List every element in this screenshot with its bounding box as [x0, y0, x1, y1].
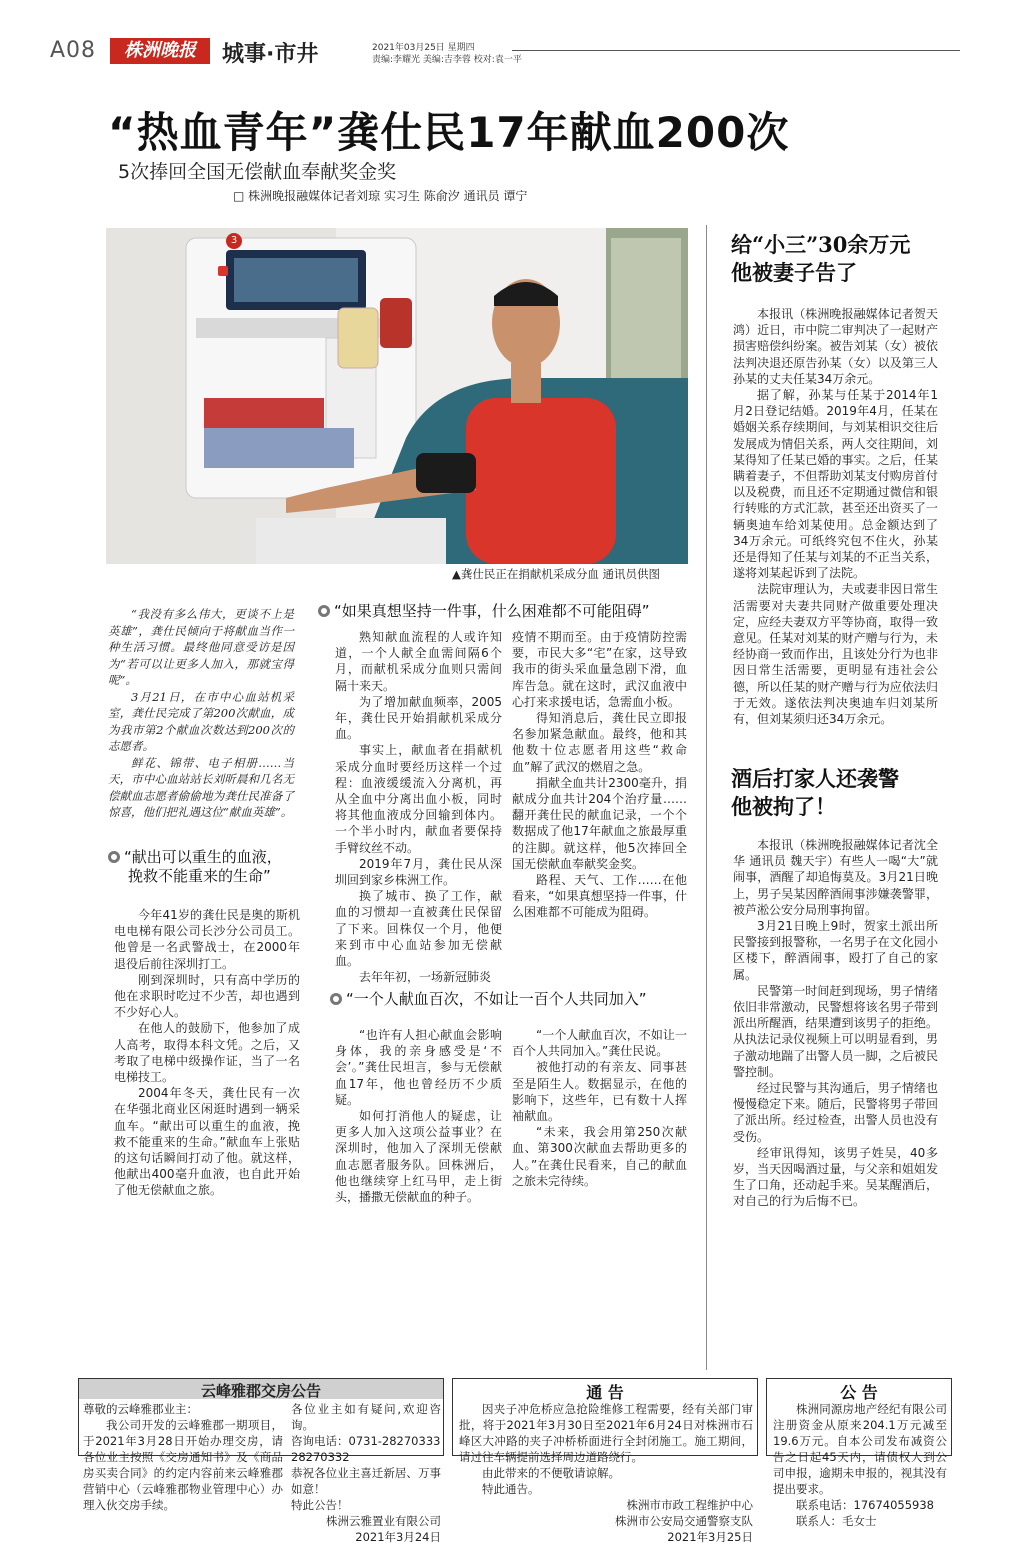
story3-title — [731, 765, 899, 821]
story3-title-line1: 酒后打家人还袭警 — [731, 766, 899, 791]
bullet-icon — [108, 851, 120, 863]
body-paragraph: 经审讯得知，该男子姓吴，40多岁，当天因喝酒过量，与父亲和姐姐发生了口角，还动起手来。吴某醒酒后，对自己的行为后悔不已。 — [733, 1145, 938, 1209]
notice-line: 特此公告！ — [291, 1498, 349, 1512]
notice-line: 各位业主如有疑问,欢迎咨询。 — [291, 1402, 441, 1432]
bullet-icon — [318, 605, 330, 617]
body-paragraph: 2004年冬天，龚仕民有一次在华强北商业区闲逛时遇到一辆采血车。“献出可以重生的血液，挽救不能重来的生命。”献血车上张贴的这句话瞬间打动了他。就这样，他献出400毫升血液，也自此开始了他无偿献血之旅。 — [114, 1086, 300, 1198]
notice-paragraph: 株洲同源房地产经纪有限公司注册资金从原来204.1万元减至19.6万元。自本公司发布减资公告之日起45天内，请债权人到公司申报，逾期未申报的，视其没有提出要求。 — [773, 1402, 947, 1496]
main-headline: “热血青年”龚仕民17年献血200次 — [108, 108, 790, 157]
body-paragraph: 为了增加献血频率，2005年，龚仕民开始捐献机采成分血。 — [335, 694, 502, 742]
body-paragraph: 捐献全血共计2300毫升，捐献成分血共计204个治疗量……翻开龚仕民的献血记录，一个个数据成了他17年献血之旅最厚重的注脚。就这样，他5次捧回全国无偿献血奉献奖金奖。 — [512, 775, 687, 871]
section1-heading — [108, 848, 308, 886]
notice-body — [773, 1401, 947, 1529]
body-paragraph: 法院审理认为，夫或妻非因日常生活需要对夫妻共同财产做重要处理决定，应经夫妻双方平等协商，取得一致意见。任某对刘某的财产赠与行为，未经协商一致而作出，且该处分行为也非因日常生活需要，更明显有违社会公德，所以任某的财产赠与行为应依法归于无效。遂依法判决奥迪车归刘某所有，但刘某须归还34万余元。 — [733, 582, 938, 727]
body-paragraph: 在他人的鼓励下，他参加了成人高考，取得本科文凭。之后，又考取了电梯中级操作证，当了一名电梯技工。 — [114, 1021, 300, 1085]
body-paragraph: “未来，我会用第250次献血、第300次献血去帮助更多的人。”在龚仕民看来，自己的献血之旅未完待续。 — [512, 1125, 687, 1188]
story3-title-line2: 他被拘了！ — [731, 794, 836, 819]
notice-paragraph: 由此带来的不便敬请谅解。 — [482, 1466, 620, 1480]
section3-col1 — [335, 1027, 502, 1205]
bullet-icon — [330, 993, 342, 1005]
body-paragraph: 得知消息后，龚仕民立即报名参加紧急献血。最终，他和其他数十位志愿者用这些“救命血”解了武汉的燃眉之急。 — [512, 711, 687, 774]
notice-line: 恭祝各位业主喜迁新居、万事如意！ — [291, 1466, 441, 1496]
road-closure-notice — [452, 1378, 758, 1544]
lead-paragraph: “我没有多么伟大，更谈不上是英雄”，龚仕民倾向于将献血当作一种生活习惯。最终他同意受访是因为“若可以让更多人加入，那就宝得呢”。 — [108, 607, 294, 687]
body-paragraph: 2019年7月，龚仕民从深圳回到家乡株洲工作。 — [335, 856, 502, 888]
lead-text — [108, 606, 294, 821]
section2-col1 — [335, 629, 502, 985]
section2-heading-text: “如果真想坚持一件事，什么困难都不可能阻碍” — [334, 602, 650, 620]
body-paragraph: 本报讯（株洲晚报融媒体记者贺天鸿）近日，市中院二审判决了一起财产损害赔偿纠纷案。被告刘某（女）被依法判决退还原告孙某（女）以及第三人孙某的丈夫任某34万余元。 — [733, 307, 938, 386]
story2-body — [733, 306, 938, 727]
paper-logo: 株洲晚报 — [110, 38, 210, 64]
notice-contact: 联系人：毛女士 — [796, 1514, 877, 1528]
section3-col2 — [512, 1027, 687, 1189]
notice-signature: 株洲市市政工程维护中心 — [626, 1498, 753, 1512]
notice-title: 公 告 — [840, 1383, 878, 1402]
page-number: A08 — [50, 38, 97, 63]
body-paragraph: 事实上，献血者在捐献机采成分血时要经历这样一个过程：血液缓缓流入分离机，再从全血中分离出血小板，同时将其他血液成分回输到体内。一个半小时内，献血者要保持手臂纹丝不动。 — [335, 743, 502, 855]
body-paragraph: 经过民警与其沟通后，男子情绪也慢慢稳定下来。随后，民警将男子带回了派出所。经过检查，出警人员也没有受伤。 — [733, 1081, 938, 1144]
body-paragraph: 3月21日晚上9时，贺家土派出所民警接到报警称，一名男子在文化园小区楼下，醉酒闹事，殴打了自己的家属。 — [733, 919, 938, 982]
notice-phone: 联系电话：17674055938 — [796, 1498, 934, 1512]
header-rule — [512, 50, 960, 51]
body-paragraph: 如何打消他人的疑虑，让更多人加入这项公益事业？在深圳时，他加入了深圳无偿献血志愿者服务队。回株洲后，他也继续穿上红马甲，走上街头，播撒无偿献血的种子。 — [335, 1109, 502, 1205]
notice-left-text — [83, 1401, 283, 1513]
photo-illustration — [106, 228, 688, 564]
body-paragraph: 刚到深圳时，只有高中学历的他在求职时吃过不少苦，却也遇到不少好心人。 — [114, 972, 300, 1020]
right-column-rule — [706, 225, 707, 1370]
section2-col2 — [512, 629, 687, 921]
section3-heading-text: “一个人献血百次，不如让一百个人共同加入” — [346, 990, 647, 1008]
notice-title: 通 告 — [586, 1383, 624, 1402]
main-subheadline: 5次捧回全国无偿献血奉献奖金奖 — [118, 161, 397, 183]
notice-date: 2021年3月25日 — [667, 1530, 753, 1544]
section2-heading — [318, 602, 708, 621]
donation-photo — [106, 228, 688, 564]
body-paragraph: 今年41岁的龚仕民是奥的斯机电电梯有限公司长沙分公司员工。他曾是一名武警战士，在2000年退役后前往深圳打工。 — [114, 908, 300, 971]
body-paragraph: 疫情不期而至。由于疫情防控需要，市民大多“宅”在家，这导致我市的街头采血量急剧下滑，血库告急。就在这时，武汉血液中心打来求援电话，急需血小板。 — [512, 630, 687, 709]
story2-title-line1: 给“小三”30余万元 — [731, 232, 911, 257]
body-paragraph: 换了城市、换了工作，献血的习惯却一直被龚仕民保留了下来。回株仅一个月，他便来到市中心血站参加无偿献血。 — [335, 889, 502, 969]
story3-body — [733, 837, 938, 1210]
housing-handover-notice — [78, 1378, 444, 1544]
body-paragraph: 本报讯（株洲晚报融媒体记者沈全华 通讯员 魏天宇）有些人一喝“大”就闹事，酒醒了却追悔莫及。3月21日晚上，男子吴某因醉酒闹事涉嫌袭警罪，被芦淞公安分局刑事拘留。 — [733, 838, 938, 917]
body-paragraph: 被他打动的有亲友、同事甚至是陌生人。数据显示，在他的影响下，这些年，已有数十人挥袖献血。 — [512, 1060, 687, 1124]
body-paragraph: 熟知献血流程的人或许知道，一个人献全血需间隔6个月，而献机采成分血则只需间隔十来天。 — [335, 630, 502, 693]
lead-paragraph: 鲜花、锦带、电子相册……当天，市中心血站站长刘昕晨和几名无偿献血志愿者偷偷地为龚仕民准备了惊喜，他们把礼遇这位“献血英雄”。 — [108, 755, 294, 819]
byline: □ 株洲晚报融媒体记者刘琼 实习生 陈俞汐 通讯员 谭宁 — [233, 189, 528, 203]
photo-caption: ▲龚仕民正在捐献机采成分血 通讯员供图 — [452, 567, 660, 581]
section1-heading-line1: “献出可以重生的血液， — [124, 848, 282, 866]
body-paragraph: 去年年初，一场新冠肺炎 — [359, 970, 492, 985]
story2-title-line2: 他被妻子告了 — [731, 260, 857, 285]
body-paragraph: 路程、天气、工作……在他看来，“如果真想坚持一件事，什么困难都不可能成为阻碍。 — [512, 873, 687, 920]
lead-paragraph: 3月21日，在市中心血站机采室，龚仕民完成了第200次献血，成为我市第2个献血次数达到200次的志愿者。 — [108, 689, 294, 753]
section1-body — [114, 907, 300, 1199]
notice-paragraph: 尊敬的云峰雅郡业主： — [83, 1402, 198, 1416]
notice-body — [459, 1401, 753, 1545]
notice-paragraph: 因夹子冲危桥应急抢险维修工程需要，经有关部门审批，将于2021年3月30日至2021年6月24日对株洲市石峰区大冲路的夹子冲桥桥面进行全封闭施工。施工期间，请过往车辆提前选择周边道路绕行。 — [459, 1402, 753, 1464]
notice-paragraph: 我公司开发的云峰雅郡一期项目，于2021年3月28日开始办理交房，请各位业主按照《交房通知书》及《商品房买卖合同》的约定内容前来云峰雅郡营销中心（云峰雅郡物业管理中心）办理入伙交房手续。 — [83, 1418, 283, 1512]
notice-signature: 株洲市公安局交通警察支队 — [615, 1514, 753, 1528]
issue-date: 2021年03月25日 星期四 — [372, 43, 475, 53]
notice-title: 云峰雅郡交房公告 — [200, 1382, 321, 1400]
notice-line: 咨询电话：0731-28270333 — [291, 1434, 441, 1448]
notice-right-text — [291, 1401, 441, 1545]
section1-heading-line2: 挽救不能重来的生命” — [128, 867, 271, 885]
notice-line: 28270332 — [291, 1450, 350, 1464]
capital-reduction-notice — [766, 1378, 952, 1528]
body-paragraph: “一个人献血百次，不如让一百个人共同加入。”龚仕民说。 — [512, 1028, 687, 1059]
notice-line: 2021年3月24日 — [355, 1530, 441, 1544]
section-name: 城事·市井 — [222, 42, 319, 67]
body-paragraph: “也许有人担心献血会影响身体，我的亲身感受是‘不会’。”龚仕民坦言，参与无偿献血17年，他也曾经历不少质疑。 — [335, 1028, 502, 1107]
section3-heading — [330, 990, 710, 1009]
editor-credits: 责编:李耀光 美编:吉李蓉 校对:袁一平 — [372, 55, 522, 65]
notice-paragraph: 特此通告。 — [482, 1482, 540, 1496]
story2-title — [731, 231, 910, 287]
body-paragraph: 据了解，孙某与任某于2014年1月2日登记结婚。2019年4月，任某在婚姻关系存续期间，与刘某相识交往后发展成为情侣关系，两人交往期间，刘某得知了任某已婚的事实。之后，任某瞒着妻子，不但帮助刘某支付购房首付以及税费，而且还不定期通过微信和银行转账的方式汇款，甚至还出资买了一辆奥迪车给刘某使用。总金额达到了34万余元。可纸终究包不住火，孙某还是得知了任某与刘某的不正当关系，遂将刘某起诉到了法院。 — [733, 388, 938, 581]
photo-number-badge: 3 — [226, 233, 242, 249]
body-paragraph: 民警第一时间赶到现场，男子情绪依旧非常激动，民警想将该名男子带到派出所醒酒，结果遭到该男子的拒绝。从执法记录仪视频上可以明显看到，男子激动地踹了出警人员一脚，之后被民警控制。 — [733, 983, 938, 1079]
notice-line: 株洲云雅置业有限公司 — [326, 1514, 441, 1528]
